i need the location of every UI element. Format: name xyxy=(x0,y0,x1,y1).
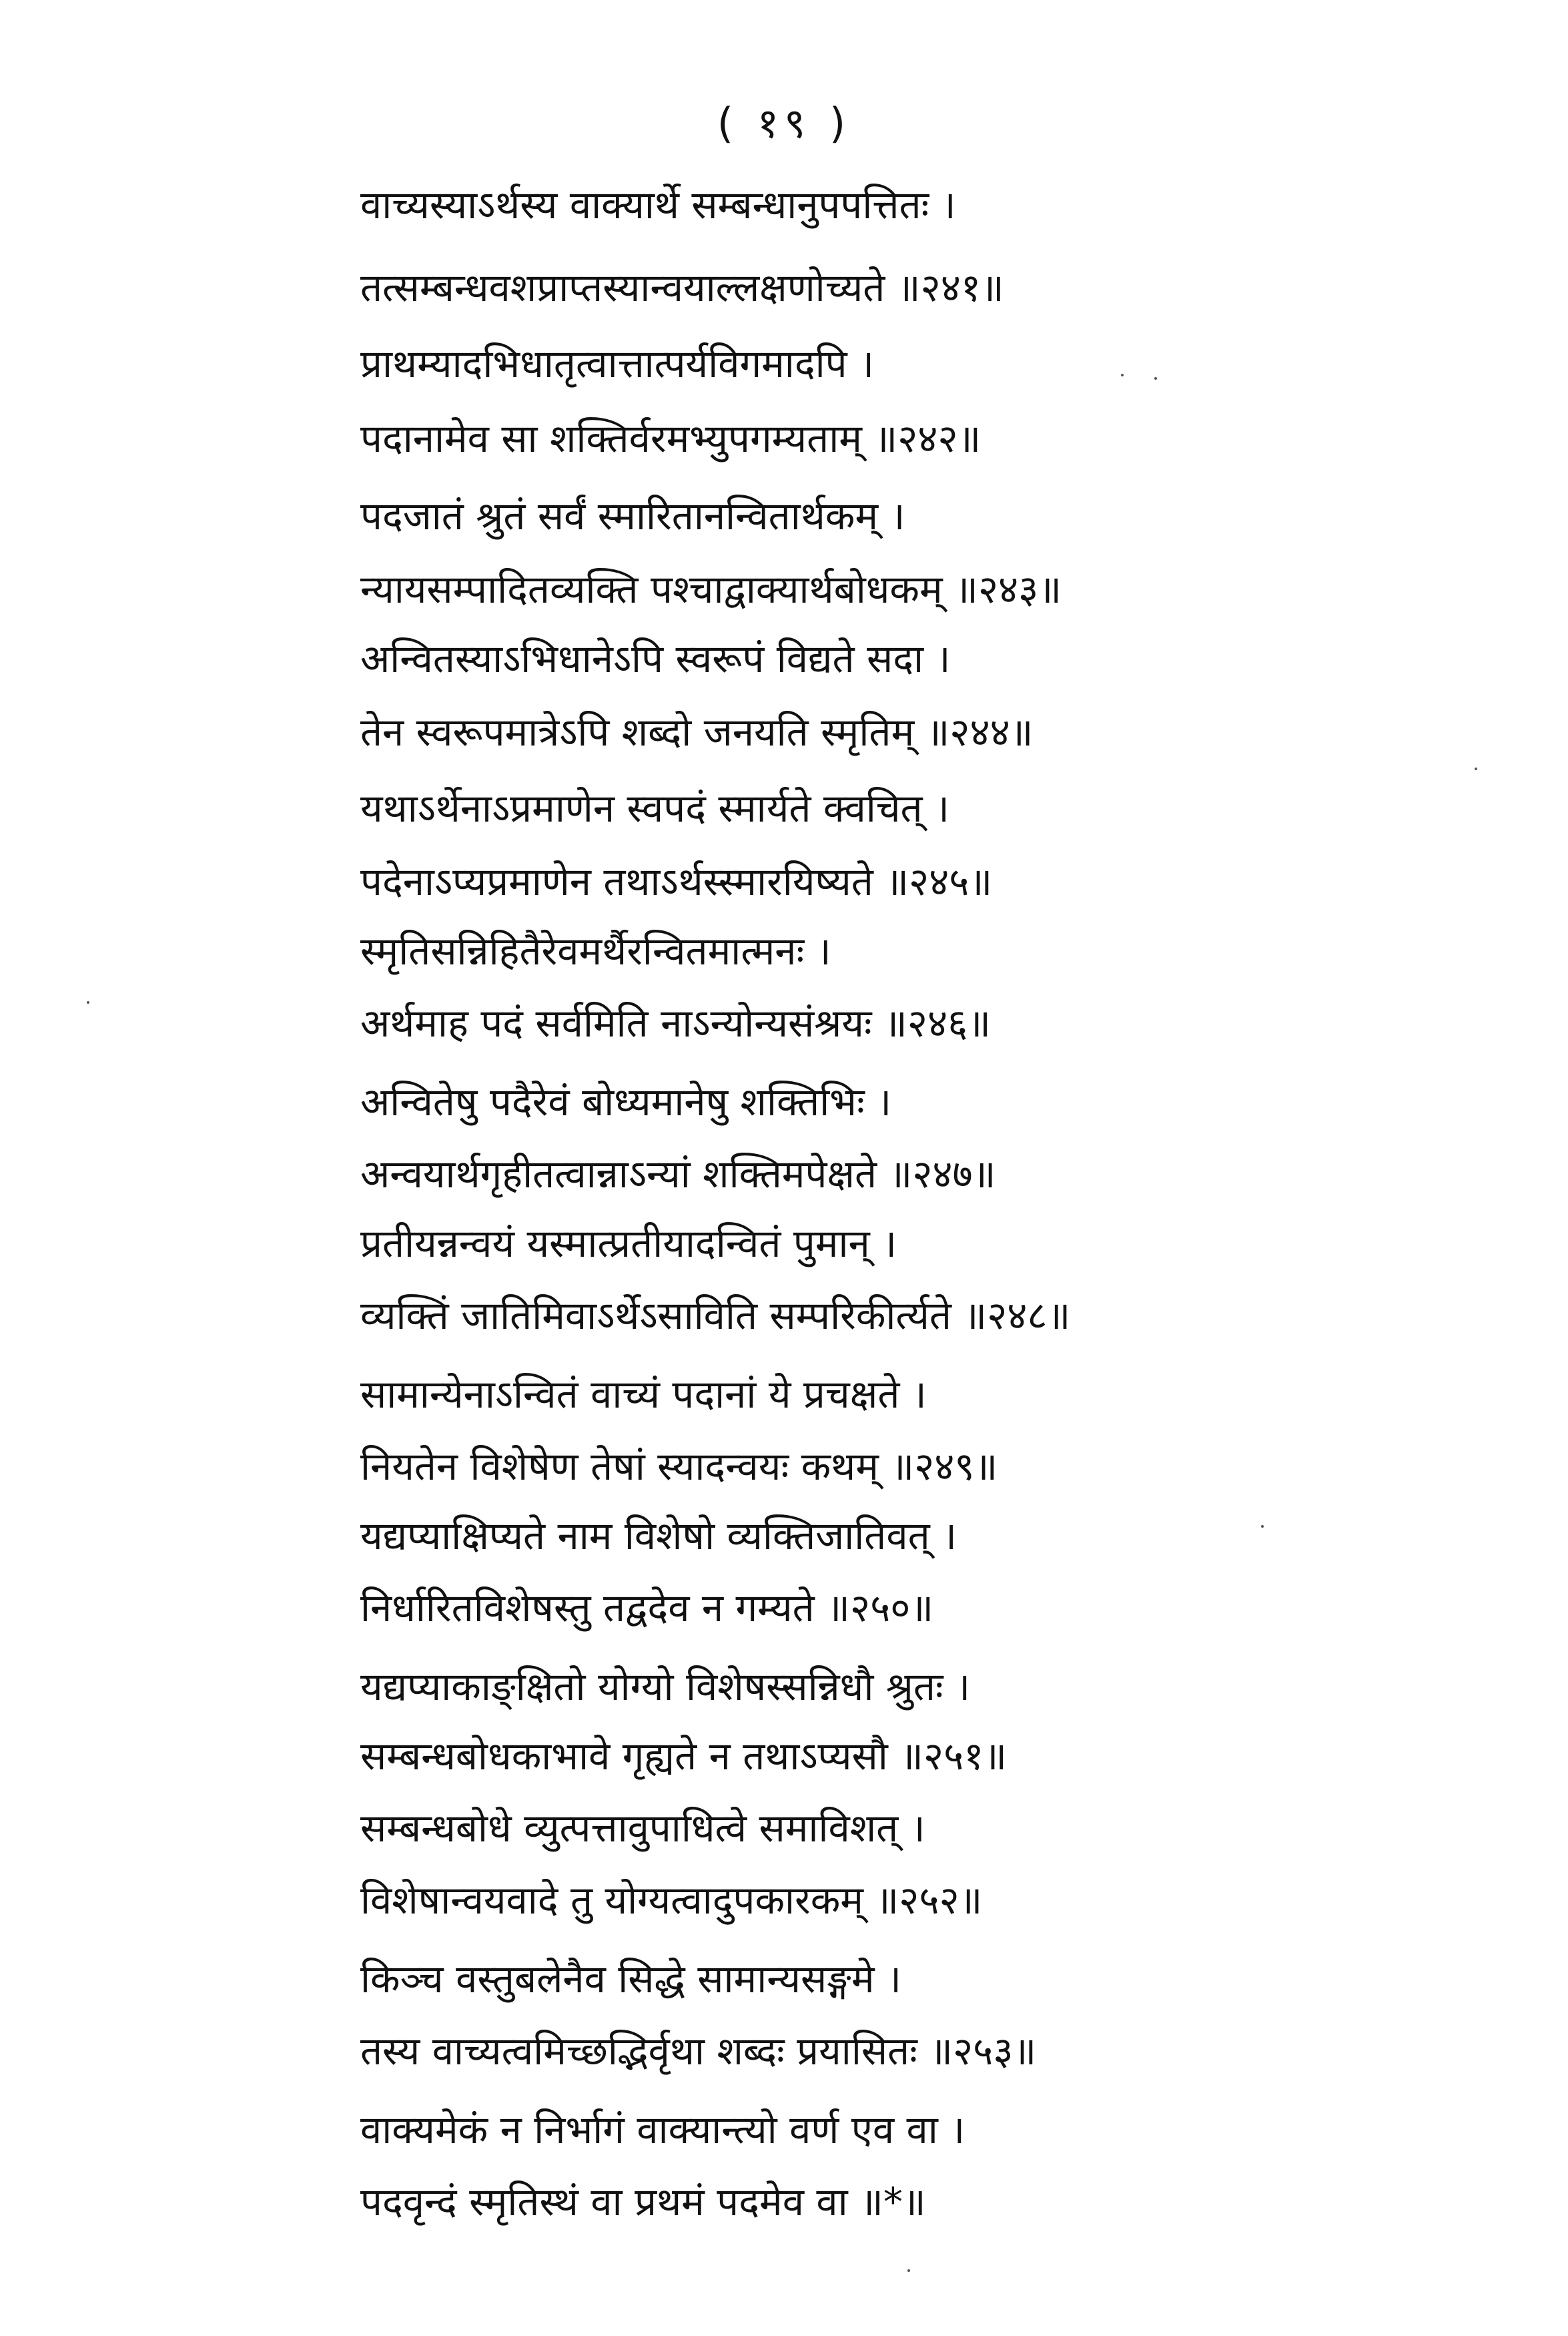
verse-line: पदजातं श्रुतं सर्वं स्मारितानन्वितार्थकम् । xyxy=(360,493,905,539)
verse-line: यद्यप्याक्षिप्यते नाम विशेषो व्यक्तिजातिवत् । xyxy=(360,1513,957,1558)
verse-line: प्रतीयन्नन्वयं यस्मात्प्रतीयादन्वितं पुमान् । xyxy=(360,1221,897,1266)
scan-speck xyxy=(1154,377,1157,380)
verse-line: अन्वितस्याऽभिधानेऽपि स्वरूपं विद्यते सदा । xyxy=(360,636,951,681)
scan-speck xyxy=(1121,374,1124,376)
verse-line: यद्यप्याकाङ्क्षितो योग्यो विशेषस्सन्निधौ श्रुतः । xyxy=(360,1664,971,1709)
verse-line: विशेषान्वयवादे तु योग्यत्वादुपकारकम् ॥२५२॥ xyxy=(360,1877,983,1923)
verse-line: अन्वितेषु पदैरेवं बोध्यमानेषु शक्तिभिः । xyxy=(360,1079,892,1125)
verse-line: सम्बन्धबोधे व्युत्पत्तावुपाधित्वे समाविशत् । xyxy=(360,1805,925,1851)
verse-line: अर्थमाह पदं सर्वमिति नाऽन्योन्यसंश्रयः ॥२४६॥ xyxy=(360,1000,992,1046)
verse-line: पदेनाऽप्यप्रमाणेन तथाऽर्थस्स्मारयिष्यते ॥२४५॥ xyxy=(360,859,993,904)
verse-line: तेन स्वरूपमात्रेऽपि शब्दो जनयति स्मृतिम् ॥२४४॥ xyxy=(360,709,1034,755)
verse-line: वाक्यमेकं न निर्भागं वाक्यान्त्यो वर्ण एव वा । xyxy=(360,2107,965,2152)
verse-line: वाच्यस्याऽर्थस्य वाक्यार्थे सम्बन्धानुपपत्तितः । xyxy=(360,182,956,228)
verse-block xyxy=(360,180,1361,2227)
scan-speck xyxy=(907,2269,910,2272)
verse-line: प्राथम्यादभिधातृत्वात्तात्पर्यविगमादपि । xyxy=(360,341,875,386)
verse-line: स्मृतिसन्निहितैरेवमर्थैरन्वितमात्मनः । xyxy=(360,928,831,974)
verse-line: अन्वयार्थगृहीतत्वान्नाऽन्यां शक्तिमपेक्षते ॥२४७॥ xyxy=(360,1151,996,1197)
page-number: ( १९ ) xyxy=(717,99,851,148)
verse-line: पदवृन्दं स्मृतिस्थं वा प्रथमं पदमेव वा ॥*॥ xyxy=(360,2179,926,2225)
verse-line: सम्बन्धबोधकाभावे गृह्यते न तथाऽप्यसौ ॥२५१॥ xyxy=(360,1733,1008,1779)
verse-line: न्यायसम्पादितव्यक्ति पश्चाद्वाक्यार्थबोधकम् ॥२४३॥ xyxy=(360,567,1062,612)
verse-line: तस्य वाच्यत्वमिच्छद्भिर्वृथा शब्दः प्रयासितः ॥२५३॥ xyxy=(360,2028,1037,2074)
verse-line: सामान्येनाऽन्वितं वाच्यं पदानां ये प्रचक्षते । xyxy=(360,1372,927,1417)
verse-line: निर्धारितविशेषस्तु तद्वदेव न गम्यते ॥२५०॥ xyxy=(360,1585,934,1631)
verse-line: यथाऽर्थेनाऽप्रमाणेन स्वपदं स्मार्यते क्वचित् । xyxy=(360,786,950,831)
verse-line: पदानामेव सा शक्तिर्वरमभ्युपगम्यताम् ॥२४२॥ xyxy=(360,416,982,461)
verse-line: किञ्च वस्तुबलेनैव सिद्धे सामान्यसङ्गमे । xyxy=(360,1956,901,2002)
verse-line: नियतेन विशेषेण तेषां स्यादन्वयः कथम् ॥२४९॥ xyxy=(360,1444,998,1489)
scan-speck xyxy=(1475,768,1477,770)
verse-line: तत्सम्बन्धवशप्राप्तस्यान्वयाल्लक्षणोच्यते ॥२४१॥ xyxy=(360,265,1004,310)
scan-speck xyxy=(87,1001,89,1004)
scan-speck xyxy=(1261,1525,1264,1528)
verse-line: व्यक्तिं जातिमिवाऽर्थेऽसाविति सम्परिकीर्त्यते ॥२४८॥ xyxy=(360,1293,1071,1338)
